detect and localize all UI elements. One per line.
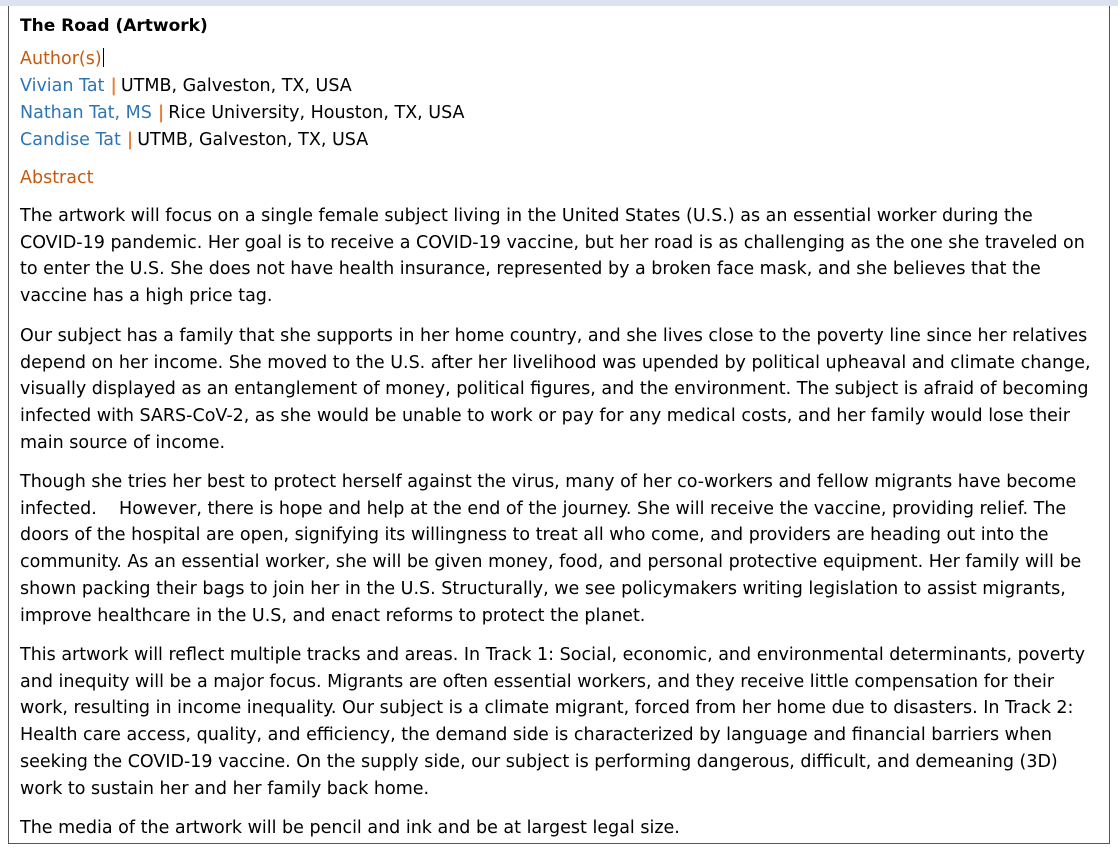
author-affiliation: UTMB, Galveston, TX, USA — [120, 76, 352, 96]
abstract-paragraph: This artwork will reflect multiple tracks and areas. In Track 1: Social, economic, and environmental determinants, poverty and inequity will be a major focus. Migrants are often essential workers, and they receive little compensation for their work, resulting in income inequality. Our subject is a climate migrant, forced from her home due to disasters. In Track 2: Health care access, quality, and efficiency, the demand side is characterized by language and financial barriers when seeking the COVID-19 vaccine. On the supply side, our subject is performing dangerous, difficult, and demeaning (3D) work to sustain her and her family back home. — [20, 645, 1091, 799]
author-line — [20, 129, 368, 151]
author-separator: | — [157, 103, 165, 123]
abstract-paragraph: The media of the artwork will be pencil and ink and be at largest legal size. — [20, 818, 680, 838]
author-line — [20, 75, 352, 97]
abstract-paragraph: Though she tries her best to protect herself against the virus, many of her co-workers and fellow migrants have become infected. However, there is hope and help at the end of the journey. She will receive the vaccine, providing relief. The doors of the hospital are open, signifying its willingness to treat all who come, and providers are heading out into the community. As an essential worker, she will be given money, food, and personal protective equipment. Her family will be shown packing their bags to join her in the U.S. Structurally, we see policymakers writing legislation to assist migrants, improve healthcare in the U.S, and enact reforms to protect the planet. — [20, 472, 1087, 626]
document-page — [8, 6, 1110, 844]
abstract-heading: Abstract — [20, 168, 94, 188]
author-name: Candise Tat — [20, 130, 121, 150]
author-affiliation: Rice University, Houston, TX, USA — [168, 103, 465, 123]
author-name: Nathan Tat, MS — [20, 103, 152, 123]
text-cursor — [103, 48, 104, 67]
authors-heading[interactable] — [20, 48, 104, 70]
author-affiliation: UTMB, Galveston, TX, USA — [137, 130, 369, 150]
author-separator: | — [126, 130, 134, 150]
author-separator: | — [110, 76, 117, 96]
abstract-paragraph: The artwork will focus on a single female subject living in the United States (U.S.) as an essential worker during the COVID-19 pandemic. Her goal is to receive a COVID-19 vaccine, but her road is as challenging as the one she traveled on to enter the U.S. She does not have health insurance, represented by a broken face mask, and she believes that the vaccine has a high price tag. — [20, 206, 1091, 307]
author-name: Vivian Tat — [20, 76, 105, 96]
abstract-paragraph: Our subject has a family that she supports in her home country, and she lives close to the poverty line since her relatives depend on her income. She moved to the U.S. after her livelihood was upended by political upheaval and climate change, visually displayed as an entanglement of money, political figures, and the environment. The subject is afraid of becoming infected with SARS-CoV-2, as she would be unable to work or pay for any medical costs, and her family would lose their main source of income. — [20, 326, 1097, 453]
document-title: The Road (Artwork) — [20, 16, 208, 36]
authors-heading-text: Author(s) — [20, 49, 102, 69]
author-line — [20, 102, 465, 124]
